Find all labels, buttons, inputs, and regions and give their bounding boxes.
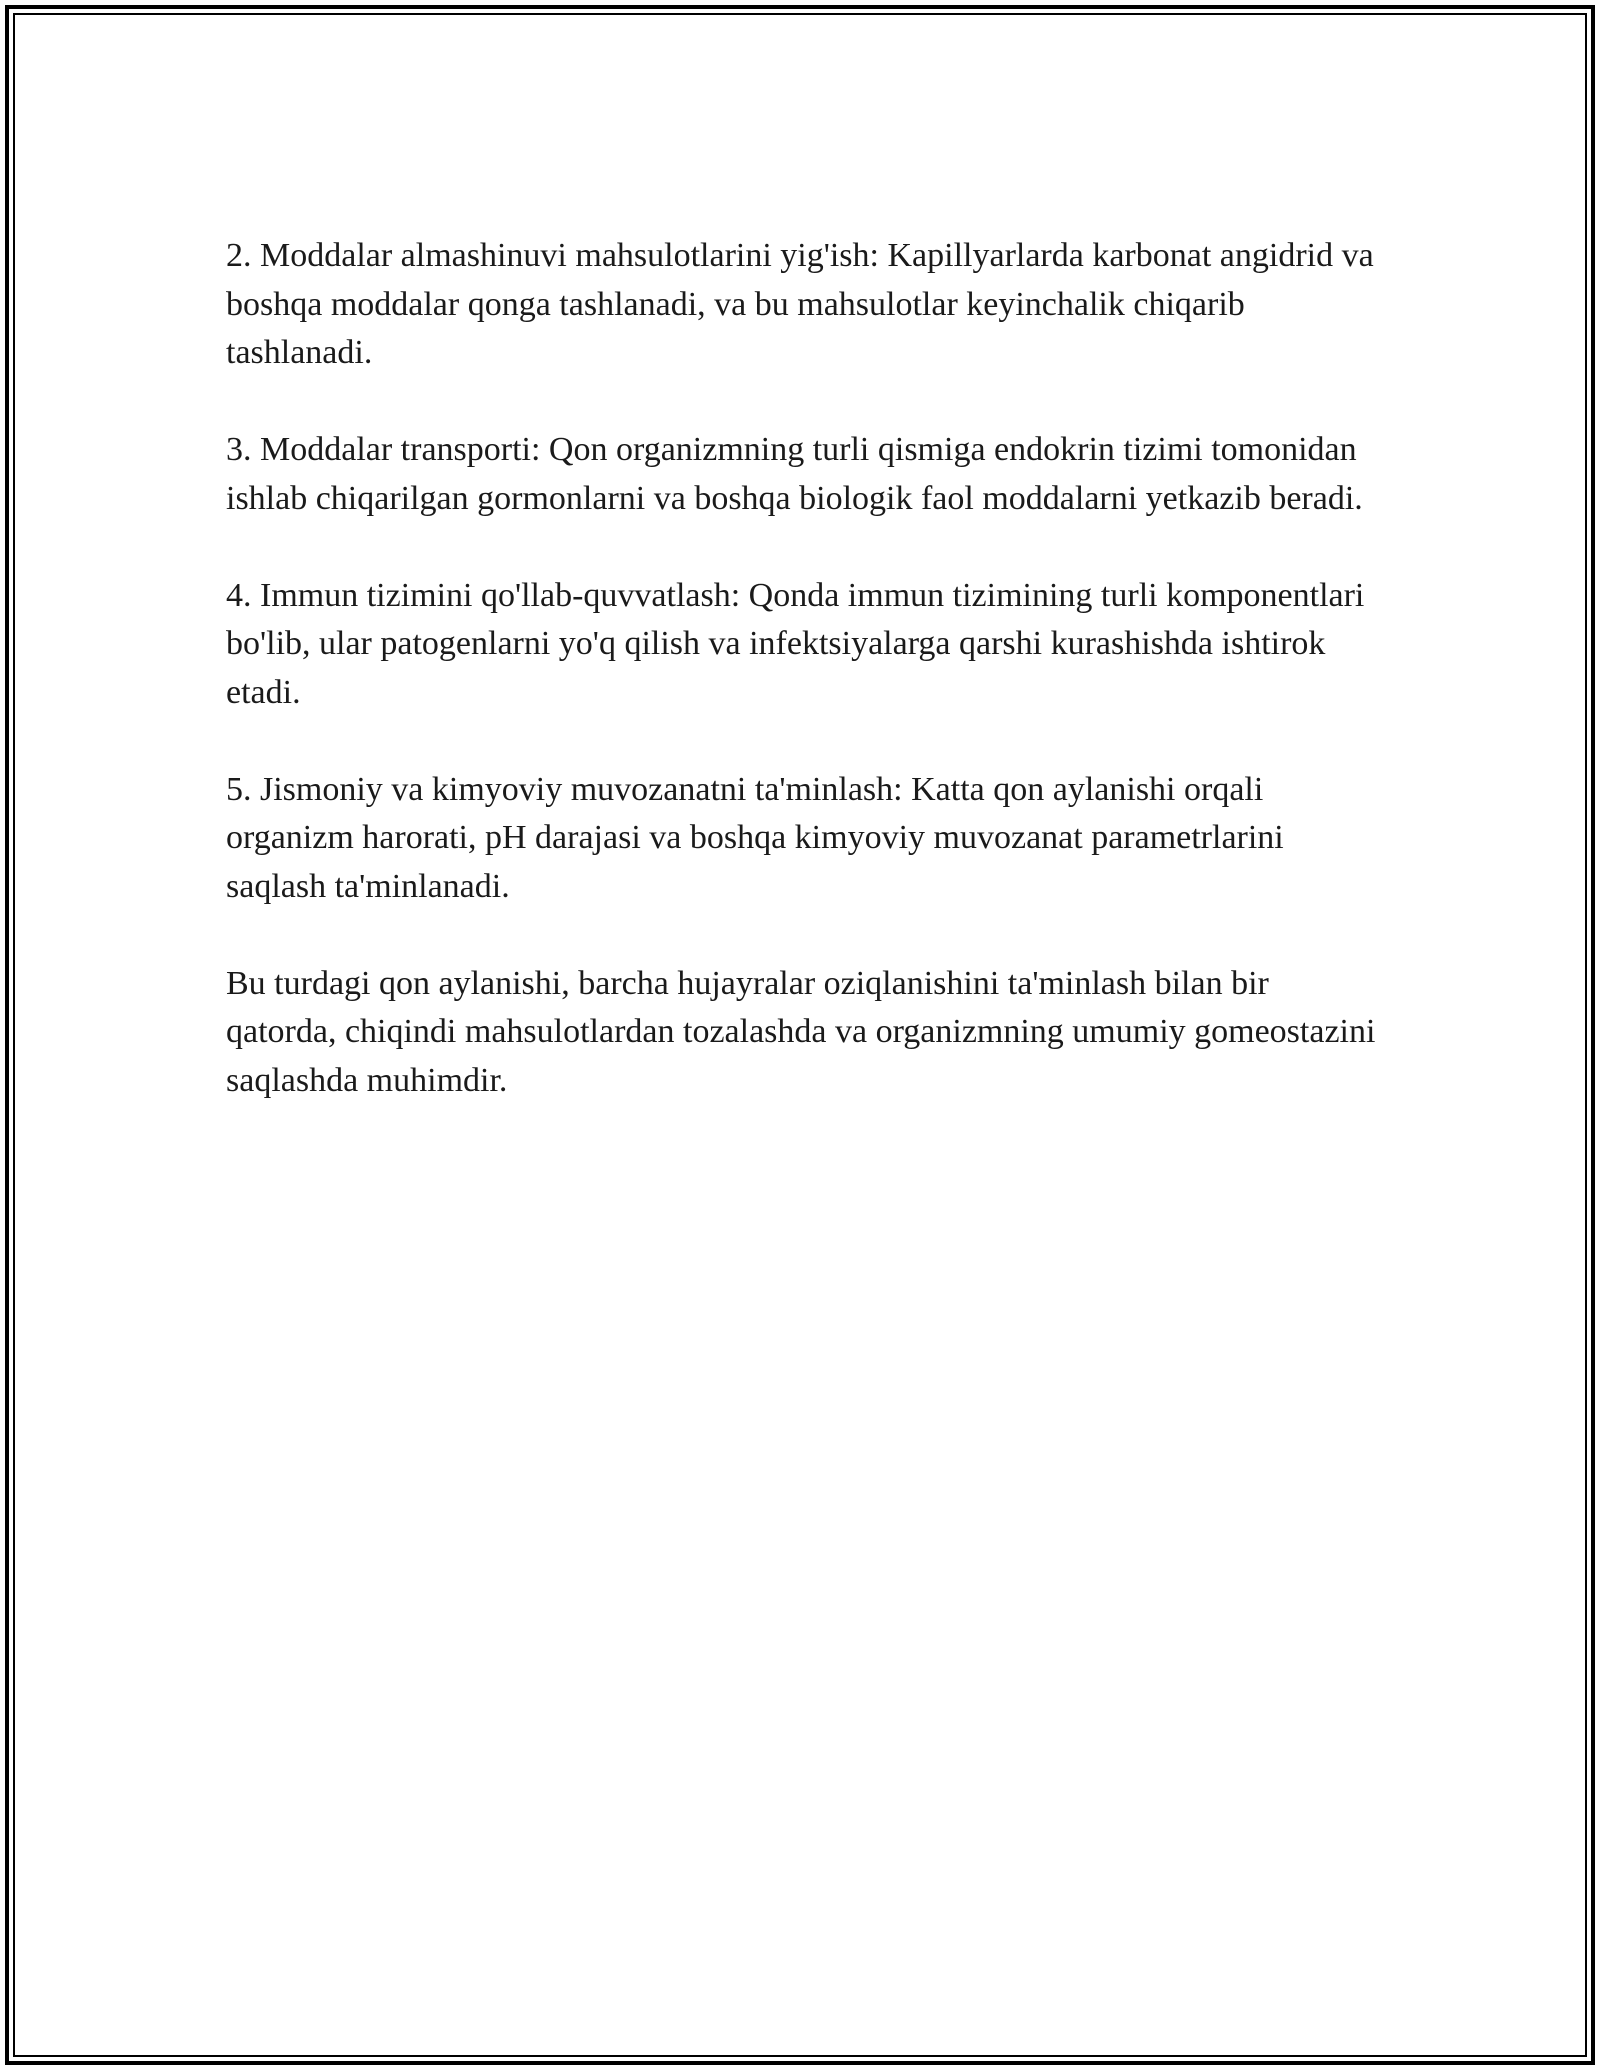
paragraph-physical-chemical-balance: 5. Jismoniy va kimyoviy muvozanatni ta'minlash: Katta qon aylanishi orqali organizm harorati, pH darajasi va boshqa kimyoviy muvozanat parametrlarini saqlash ta'minlanadi. bbox=[226, 770, 1284, 905]
paragraph-substance-transport: 3. Moddalar transporti: Qon organizmning turli qismiga endokrin tizimi tomonidan ishlab chiqarilgan gormonlarni va boshqa biologik faol moddalarni yetkazib beradi. bbox=[226, 431, 1363, 517]
document-body bbox=[226, 232, 1386, 1154]
paragraph-conclusion: Bu turdagi qon aylanishi, barcha hujayralar oziqlanishini ta'minlash bilan bir qatorda, chiqindi mahsulotlardan tozalashda va organizmning umumiy gomeostazini saqlashda muhimdir. bbox=[226, 964, 1376, 1099]
paragraph-immune-support: 4. Immun tizimini qo'llab-quvvatlash: Qonda immun tizimining turli komponentlari bo'lib, ular patogenlarni yo'q qilish va infektsiyalarga qarshi kurashishda ishtirok etadi. bbox=[226, 576, 1365, 711]
paragraph-metabolic-waste: 2. Moddalar almashinuvi mahsulotlarini yig'ish: Kapillyarlarda karbonat angidrid va boshqa moddalar qonga tashlanadi, va bu mahsulotlar keyinchalik chiqarib tashlanadi. bbox=[226, 237, 1374, 371]
